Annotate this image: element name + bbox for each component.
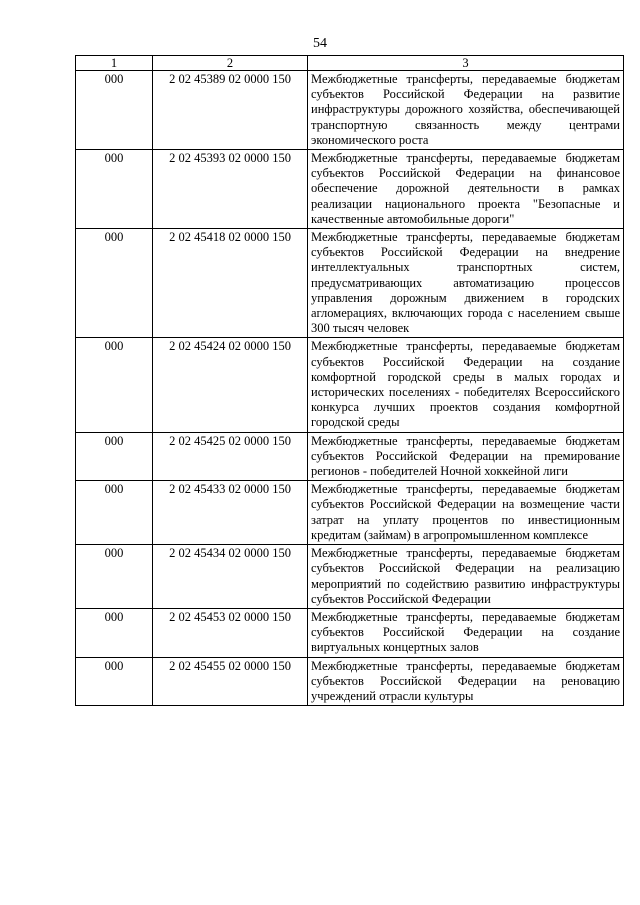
revenue-name-cell: Межбюджетные трансферты, передаваемые бюджетам субъектов Российской Федерации на финансовое обеспечение дорожной деятельности в рамках реализации национального проекта "Безопасные и качественные автомобильные дороги" bbox=[308, 150, 624, 229]
table-row bbox=[76, 229, 624, 338]
budget-code-cell: 2 02 45418 02 0000 150 bbox=[153, 229, 308, 338]
revenue-name-cell: Межбюджетные трансферты, передаваемые бюджетам субъектов Российской Федерации на реализацию мероприятий по содействию развитию инфраструктуры субъектов Российской Федерации bbox=[308, 545, 624, 609]
budget-code-cell: 2 02 45389 02 0000 150 bbox=[153, 71, 308, 150]
revenue-name-cell: Межбюджетные трансферты, передаваемые бюджетам субъектов Российской Федерации на создание виртуальных концертных залов bbox=[308, 608, 624, 657]
admin-code-cell: 000 bbox=[76, 229, 153, 338]
table-row bbox=[76, 71, 624, 150]
table-row bbox=[76, 432, 624, 481]
column-header-1: 1 bbox=[76, 56, 153, 71]
admin-code-cell: 000 bbox=[76, 71, 153, 150]
budget-code-cell: 2 02 45455 02 0000 150 bbox=[153, 657, 308, 706]
admin-code-cell: 000 bbox=[76, 481, 153, 545]
table-row bbox=[76, 608, 624, 657]
admin-code-cell: 000 bbox=[76, 657, 153, 706]
budget-code-cell: 2 02 45453 02 0000 150 bbox=[153, 608, 308, 657]
page-number: 54 bbox=[313, 36, 327, 51]
admin-code-cell: 000 bbox=[76, 338, 153, 432]
budget-code-cell: 2 02 45393 02 0000 150 bbox=[153, 150, 308, 229]
budget-code-cell: 2 02 45434 02 0000 150 bbox=[153, 545, 308, 609]
table-row bbox=[76, 150, 624, 229]
admin-code-cell: 000 bbox=[76, 545, 153, 609]
table-row bbox=[76, 338, 624, 432]
admin-code-cell: 000 bbox=[76, 150, 153, 229]
column-header-2: 2 bbox=[153, 56, 308, 71]
table-row bbox=[76, 545, 624, 609]
revenue-name-cell: Межбюджетные трансферты, передаваемые бюджетам субъектов Российской Федерации на премирование регионов - победителей Ночной хоккейной лиги bbox=[308, 432, 624, 481]
revenue-name-cell: Межбюджетные трансферты, передаваемые бюджетам субъектов Российской Федерации на возмещение части затрат на уплату процентов по инвестиционным кредитам (займам) в агропромышленном комплексе bbox=[308, 481, 624, 545]
admin-code-cell: 000 bbox=[76, 432, 153, 481]
budget-code-cell: 2 02 45433 02 0000 150 bbox=[153, 481, 308, 545]
revenue-name-cell: Межбюджетные трансферты, передаваемые бюджетам субъектов Российской Федерации на создание комфортной городской среды в малых городах и исторических поселениях - победителях Всероссийского конкурса лучших проектов создания комфортной городской среды bbox=[308, 338, 624, 432]
budget-classification-table bbox=[75, 55, 624, 706]
budget-code-cell: 2 02 45425 02 0000 150 bbox=[153, 432, 308, 481]
column-header-3: 3 bbox=[308, 56, 624, 71]
table-row bbox=[76, 481, 624, 545]
table-row bbox=[76, 657, 624, 706]
revenue-name-cell: Межбюджетные трансферты, передаваемые бюджетам субъектов Российской Федерации на развитие инфраструктуры дорожного хозяйства, обеспечивающей транспортную связанность между центрами экономического роста bbox=[308, 71, 624, 150]
budget-code-cell: 2 02 45424 02 0000 150 bbox=[153, 338, 308, 432]
admin-code-cell: 000 bbox=[76, 608, 153, 657]
revenue-name-cell: Межбюджетные трансферты, передаваемые бюджетам субъектов Российской Федерации на реновацию учреждений отрасли культуры bbox=[308, 657, 624, 706]
revenue-name-cell: Межбюджетные трансферты, передаваемые бюджетам субъектов Российской Федерации на внедрение интеллектуальных транспортных систем, предусматривающих автоматизацию процессов управления дорожным движением в городских агломерациях, включающих города с населением свыше 300 тысяч человек bbox=[308, 229, 624, 338]
table-header-row bbox=[76, 56, 624, 71]
